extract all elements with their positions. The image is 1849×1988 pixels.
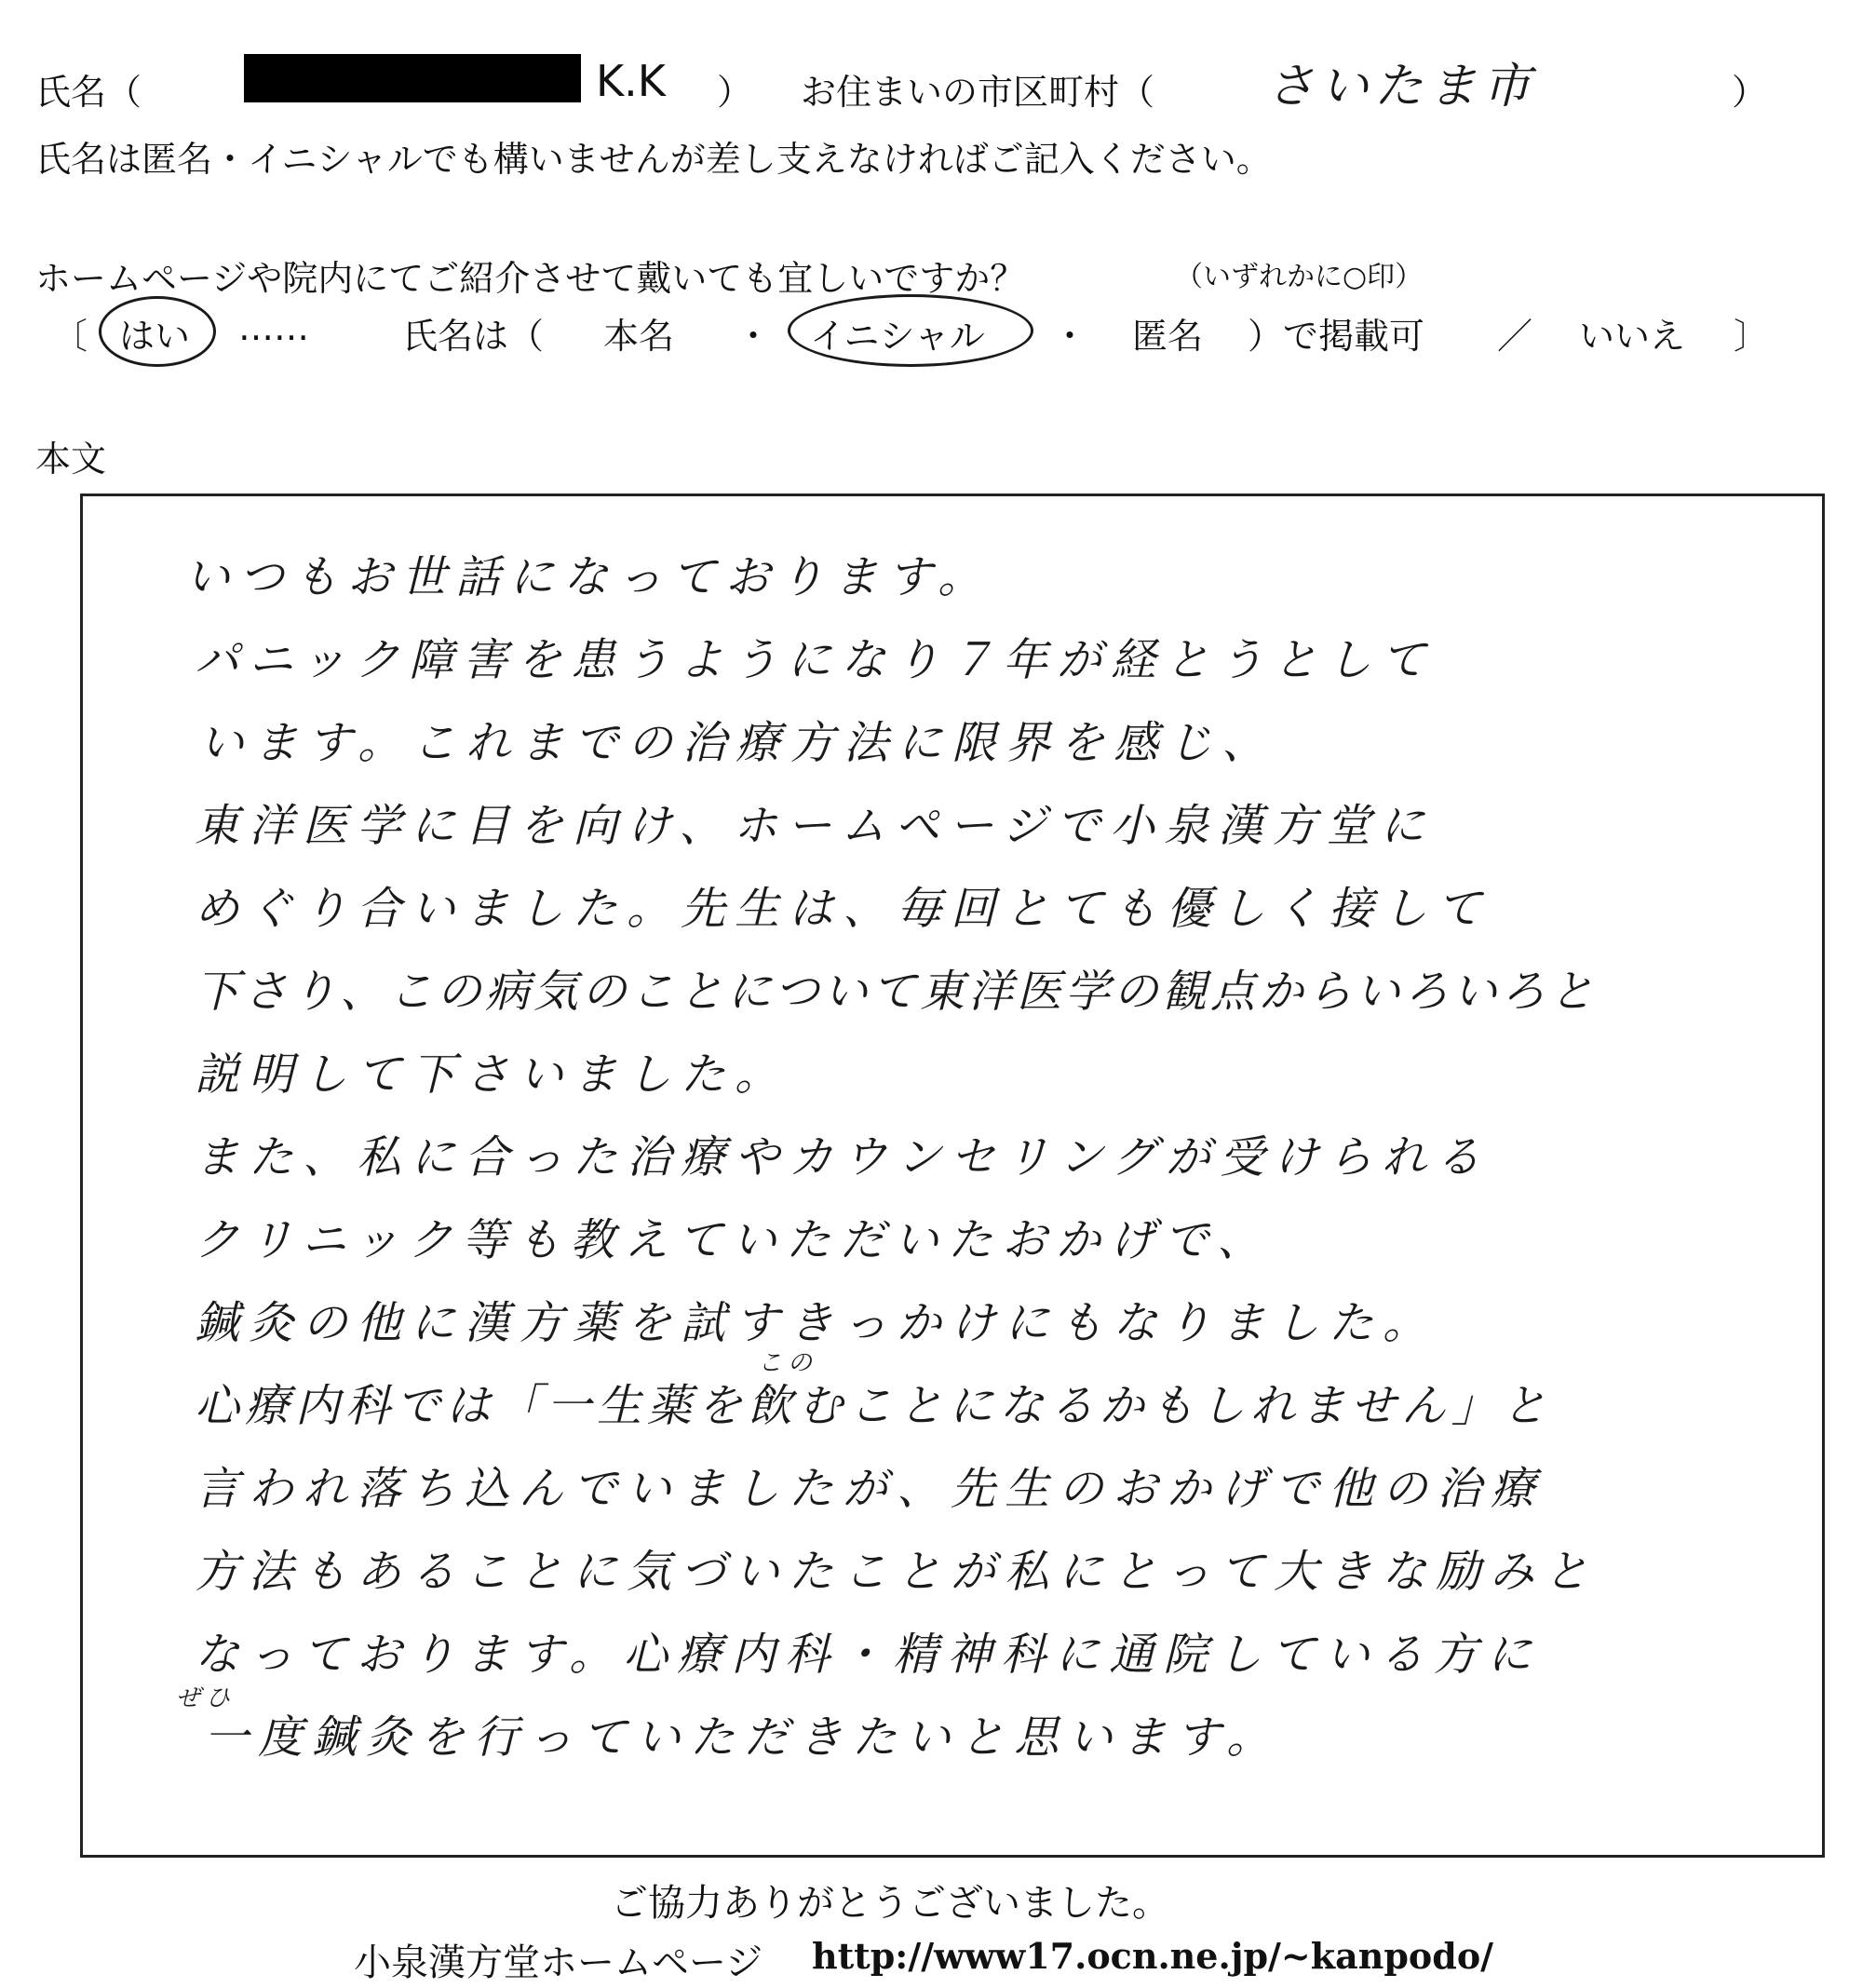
body-text-box — [80, 494, 1825, 1858]
consent-slash: ／ — [1497, 316, 1533, 357]
consent-yes: はい — [119, 316, 191, 357]
name-value: K.K — [596, 56, 666, 106]
residence-value: さいたま市 — [1266, 59, 1537, 115]
consent-dots: …… — [238, 307, 309, 348]
body-line: 東洋医学に目を向け、ホームページで小泉漢方堂に — [195, 800, 1435, 852]
body-line: 心療内科では「一生薬を飲むことになるかもしれません」と — [195, 1380, 1553, 1432]
consent-name-is: 氏名は（ — [402, 316, 545, 357]
body-line: 方法もあることに気づいたことが私にとって大きな励みと — [195, 1546, 1599, 1598]
body-line: います。これまでの治療方法に限界を感じ、 — [199, 717, 1276, 769]
consent-dot-1: ・ — [736, 316, 772, 357]
body-line: クリニック等も教えていただいたおかげで、 — [195, 1214, 1272, 1266]
consent-dot-2: ・ — [1052, 316, 1088, 357]
body-line: また、私に合った治療やカウンセリングが受けられる — [195, 1131, 1491, 1183]
body-label: 本文 — [35, 439, 107, 480]
name-note: 氏名は匿名・イニシャルでも構いませんが差し支えなければご記入ください。 — [35, 139, 1272, 180]
consent-anonymous: 匿名 — [1132, 316, 1204, 357]
footer-thanks: ご協力ありがとうございました。 — [611, 1882, 1169, 1925]
body-line: 言われ落ち込んでいましたが、先生のおかげで他の治療 — [195, 1463, 1545, 1515]
consent-close-bracket: 〕 — [1734, 316, 1770, 357]
consent-question-note: （いずれかに○印） — [1175, 261, 1424, 293]
body-line: 下さり、この病気のことについて東洋医学の観点からいろいろと — [195, 966, 1599, 1018]
name-label: 氏名（ — [35, 72, 142, 113]
body-line: 説明して下さいました。 — [195, 1048, 790, 1101]
consent-open-bracket: 〔 — [52, 316, 88, 357]
consent-real-name: 本名 — [603, 316, 675, 357]
consent-no: いいえ — [1579, 316, 1686, 357]
body-line: いつもお世話になっております。 — [185, 551, 992, 603]
insert-kono: この — [758, 1349, 818, 1377]
insert-zehi: ぜひ — [176, 1684, 236, 1712]
residence-label: お住まいの市区町村（ — [801, 72, 1155, 113]
body-line: めぐり合いました。先生は、毎回とても優しく接して — [195, 883, 1491, 935]
body-line: パニック障害を患うようになり７年が経とうとして — [195, 634, 1436, 686]
redacted-name — [244, 54, 581, 102]
footer-url[interactable]: http://www17.ocn.ne.jp/~kanpodo/ — [812, 1935, 1494, 1977]
body-line: 一度鍼灸を行っていただきたいと思います。 — [204, 1711, 1281, 1764]
footer-site-label: 小泉漢方堂ホームページ — [354, 1941, 763, 1984]
consent-publish-ok: ）で掲載可 — [1248, 316, 1425, 357]
body-line: なっております。心療内科・精神科に通院している方に — [195, 1629, 1542, 1681]
body-line: 鍼灸の他に漢方薬を試すきっかけにもなりました。 — [195, 1297, 1437, 1349]
consent-initials: イニシャル — [810, 316, 985, 357]
consent-question: ホームページや院内にてご紹介させて戴いても宜しいですか？ — [35, 258, 1026, 299]
name-close: ） — [717, 72, 753, 113]
residence-close: ） — [1732, 72, 1768, 113]
